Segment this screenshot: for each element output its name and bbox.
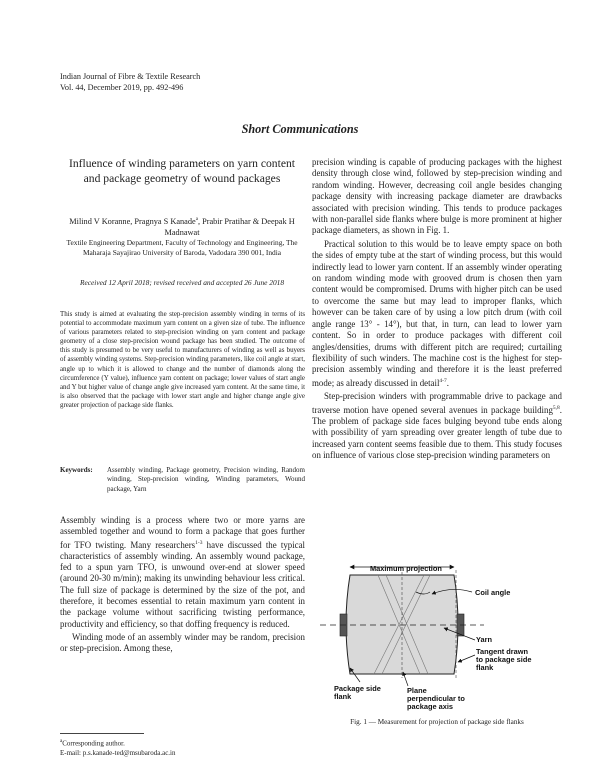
body-left-column: [60, 515, 305, 655]
tangent-leader: [458, 655, 475, 662]
keywords-label: Keywords:: [60, 466, 93, 474]
keywords-text: Assembly winding, Package geometry, Precision winding, Random winding, Step-precision winding, Winding parameters, Wound package, Yarn: [107, 466, 305, 493]
label-yarn: Yarn: [476, 635, 493, 644]
article-authors: [66, 214, 298, 238]
label-side-flank-1: Package side: [334, 684, 381, 693]
label-tangent-1: Tangent drawn: [476, 647, 529, 656]
footnote-mark: a: [60, 739, 63, 744]
journal-name: Indian Journal of Fibre & Textile Research: [60, 72, 201, 81]
label-tangent-2: to package side: [476, 655, 532, 664]
author-mark: a: [195, 217, 198, 222]
authors-names: Milind V Koranne, Pragnya S Kanade: [69, 216, 196, 226]
figure-caption: Fig. 1 — Measurement for projection of package side flanks: [350, 718, 524, 726]
section-heading: Short Communications: [241, 122, 359, 136]
body-paragraph: Step-precision winders with programmable drive to package and traverse motion have opened several avenues in package building$^{5,8}$. The problem of package side faces bulging beyond tube ends along with possibility of yarn spreading over greater length of tube due to increased yarn content seems feasible due to them. This study focuses on influence of various close step-precision winding parameters on: [312, 391, 562, 461]
label-plane-2: perpendicular to: [407, 694, 465, 703]
authors-names-tail: , Prabir Pratihar & Deepak H Madnawat: [164, 216, 295, 237]
body-right-column: [312, 157, 562, 462]
citation: 1-3: [195, 539, 203, 546]
body-paragraph: precision winding is capable of producing packages with the highest density through close wind, followed by step-precision winding and random winding. However, decreasing coil angle besides changing package density with increasing package diameter are drawbacks associated with precision winding. This tends to produce packages with non-parallel side flanks where bulge is more prominent at higher package diameters, as shown in Fig. 1.: [312, 157, 562, 236]
citation: 5,8: [552, 404, 560, 411]
footnote-rule: [60, 733, 144, 734]
body-paragraph: Practical solution to this would be to leave empty space on both the sides of empty tube at the start of winding process, but this would indirectly lead to lower yarn content. If an assembly winder operating on random winding mode with grooved drum is chosen then yarn content would be compromised. Drums with higher pitch can be used to overcome the same but may lead to improper flanks, which however can be taken care of by using a low pitch drum (with coil angle range 13° - 14°), but that, in turn, can lead to lower yarn content. So in order to produce packages with different coil angles/densities, drums with different pitch are required; curtailing flexibility of such winders. The machine cost is the highest for step-precision assembly winding and therefore it is the least preferred mode; as already discussed in detail$^{4-7}$.: [312, 238, 562, 388]
citation: 4-7: [439, 377, 447, 384]
footnote-corresponding: [60, 737, 176, 748]
label-coil-angle: Coil angle: [475, 588, 511, 597]
figure-package-projection: [312, 562, 562, 712]
received-dates: Received 12 April 2018; revised received and accepted 26 June 2018: [79, 278, 285, 287]
label-plane-3: package axis: [407, 702, 454, 711]
body-paragraph: Winding mode of an assembly winder may be random, precision or step-precision. Among these,: [60, 631, 305, 654]
journal-header: [60, 72, 200, 93]
footnote: [60, 737, 176, 758]
article-title: Influence of winding parameters on yarn content and package geometry of wound packages: [69, 157, 295, 185]
affiliation: Textile Engineering Department, Faculty of Technology and Engineering, The Maharaja Sayajirao University of Baroda, Vadodara 390 001, India: [66, 238, 298, 257]
label-plane-1: Plane: [407, 686, 427, 695]
label-side-flank-2: flank: [334, 692, 352, 701]
label-max-projection: Maximum projection: [370, 564, 442, 573]
abstract: This study is aimed at evaluating the step-precision assembly winding in terms of its potential to accommodate maximum yarn content on a given size of tube. The influence of various parameters related to step-precision winding on yarn content and package geometry of a close step-precision wound package has been studied. The outcome of this study is presumed to be very useful to manufacturers of winding as well as buyers of assembly winding systems. Step-precision winding parameters, like coil angle at start, angle up to which it is allowed to change and the number of diamonds along the circumference (Y value), influence yarn content on package; lower values of start angle and Y but higher value of change angle give increased yarn content. At the same time, it is also observed that the package with lower start angle and higher change angle give greater projection of package side flanks.: [60, 311, 305, 409]
footnote-label: Corresponding author.: [62, 739, 125, 748]
footnote-email: E-mail: p.s.kanade-ted@msubaroda.ac.in: [60, 749, 176, 758]
journal-volume: Vol. 44, December 2019, pp. 492-496: [60, 82, 184, 92]
label-tangent-3: flank: [476, 663, 494, 672]
body-paragraph: Assembly winding is a process where two or more yarns are assembled together and wound to form a package that goes further for TFO twisting. Many researchers$^{1-3}$ have discussed the typical characteristics of assembly winding. An assembly wound package, fed to a spun yarn TFO, is unwound over-end at slower speed (around 20-30 m/min); making its unwinding behaviour less critical. The full size of package is determined by the size of the pot, and therefore, it becomes essential to retain maximum yarn content in the package volume without sacrificing twisting performance, productivity and efficiency, so that doffing frequency is reduced.: [60, 515, 305, 629]
